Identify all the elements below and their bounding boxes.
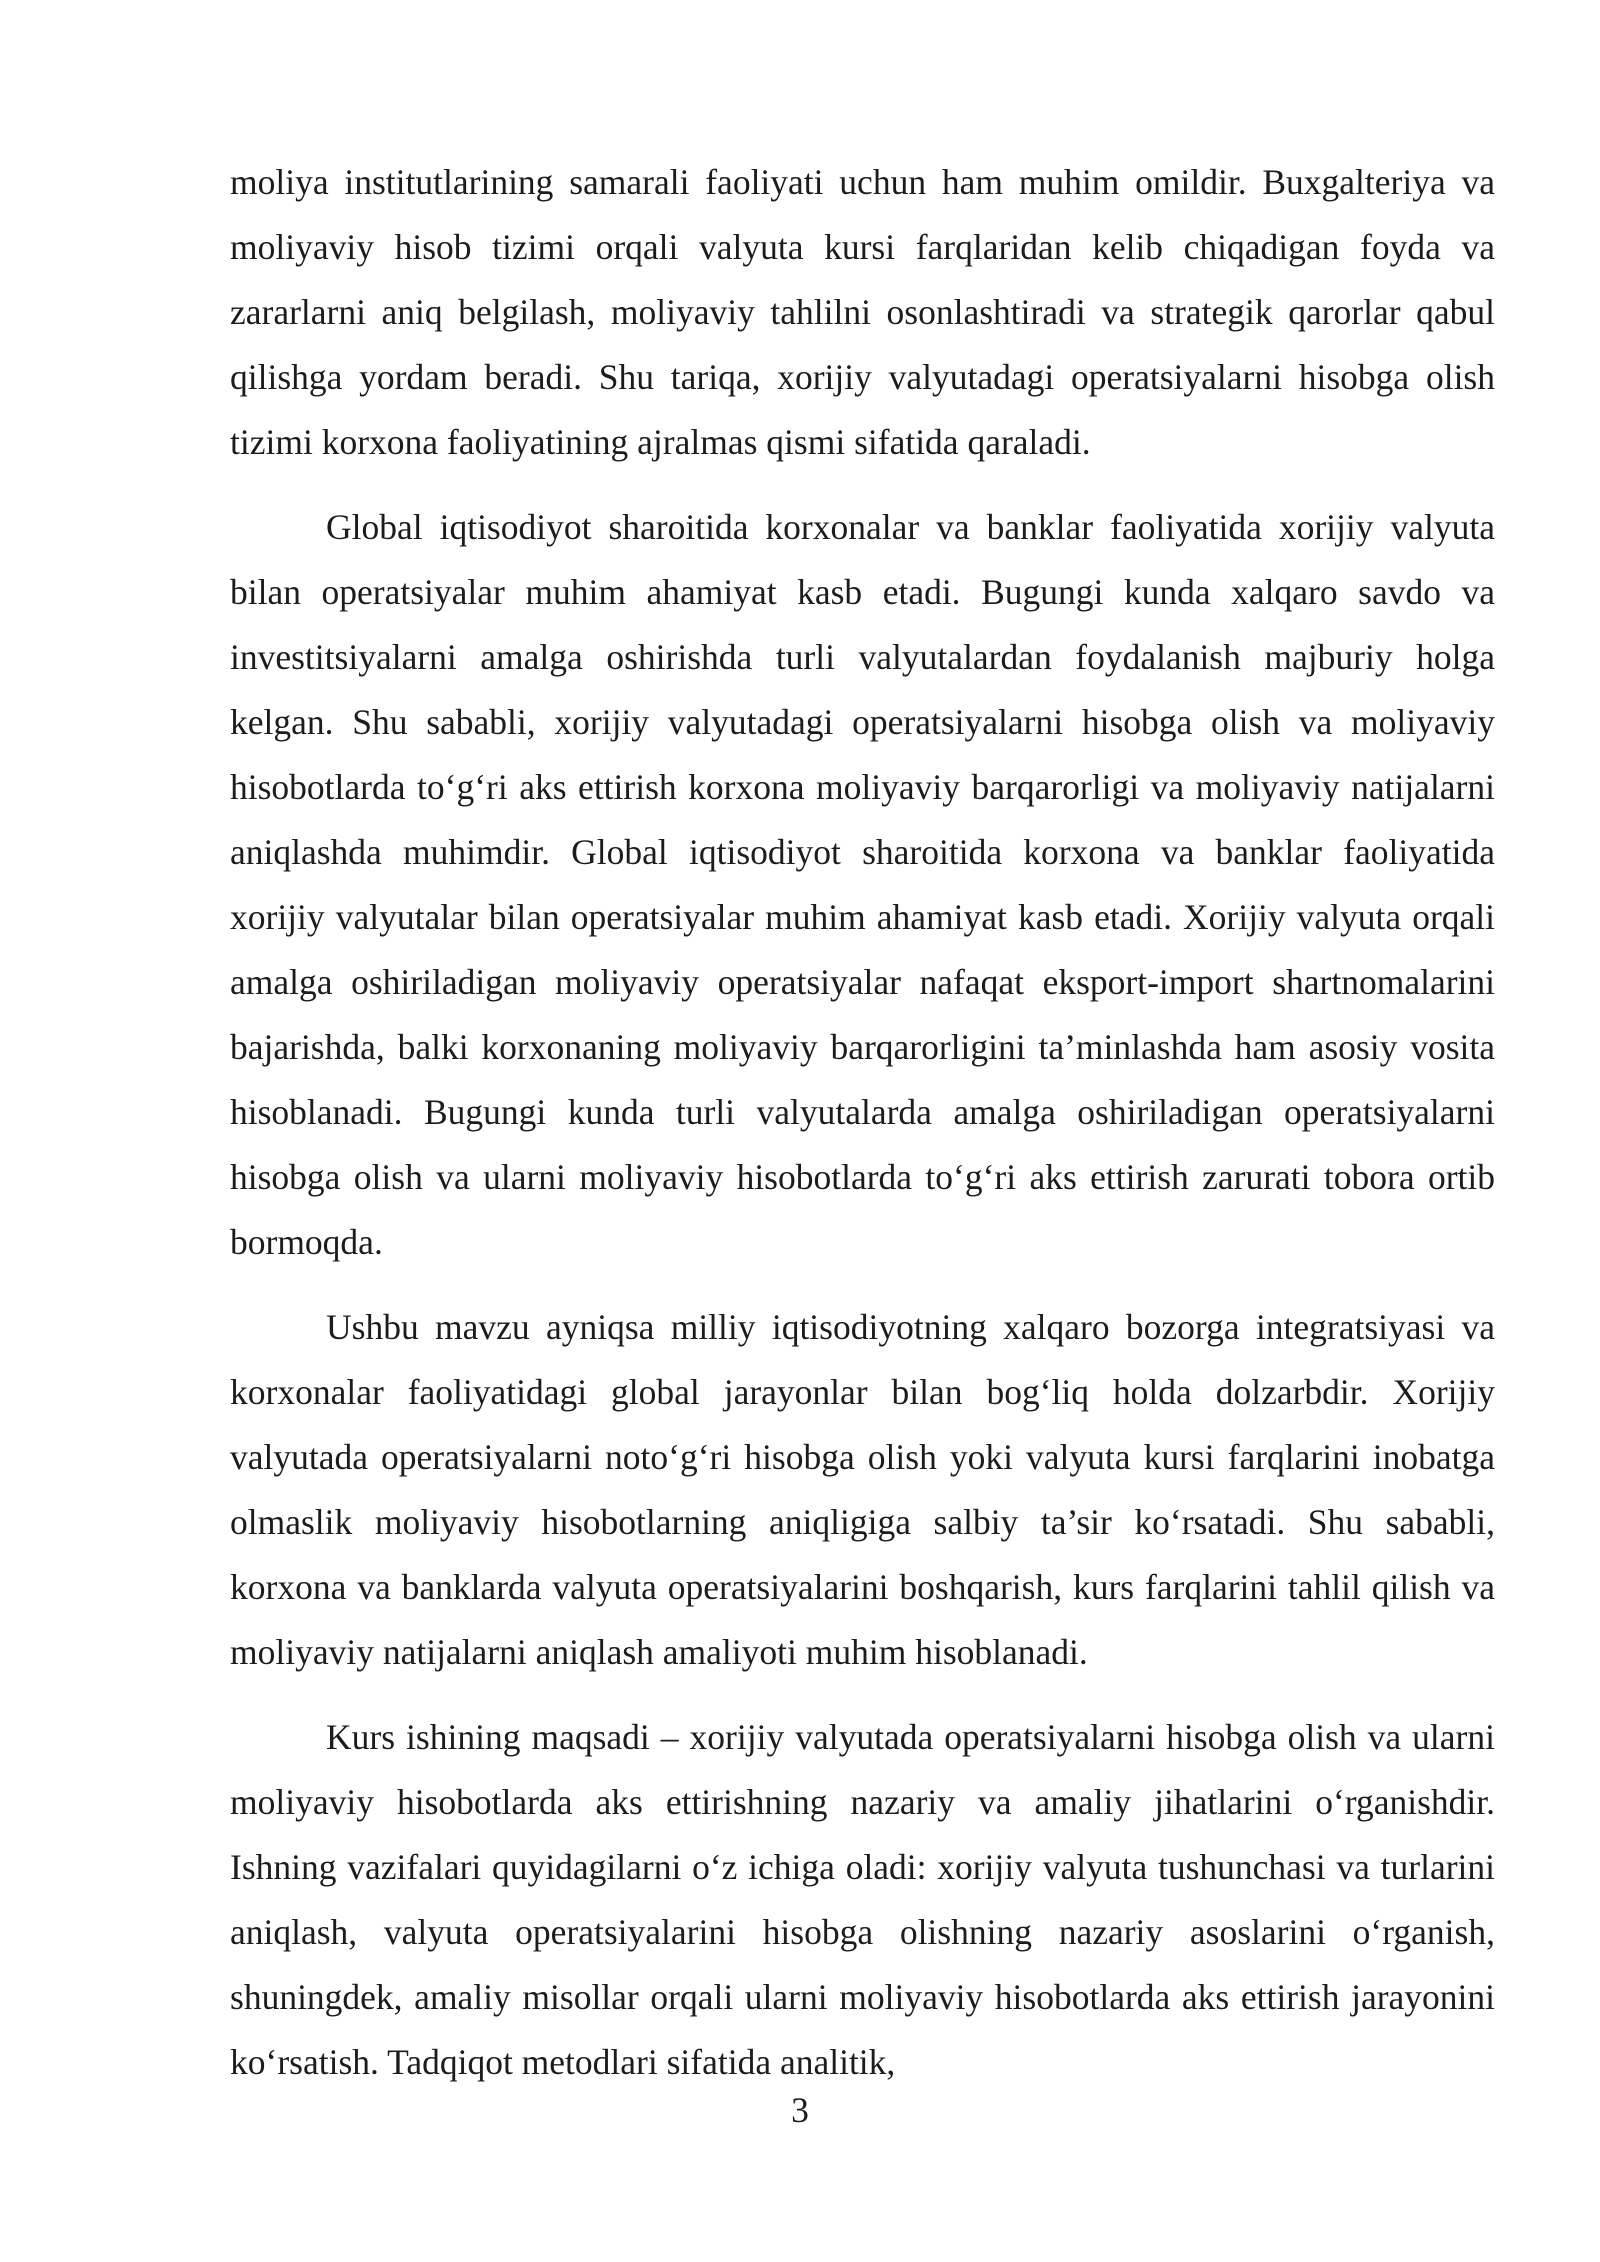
paragraph-4: Kurs ishining maqsadi – xorijiy valyutada operatsiyalarni hisobga olish va ularni moliyaviy hisobotlarda aks ettirishning nazariy va amaliy jihatlarini o‘rganishdir. Ishning vazifalari quyidagilarni o‘z ichiga oladi: xorijiy valyuta tushunchasi va turlarini aniqlash, valyuta operatsiyalarini hisobga olishning nazariy asoslarini o‘rganish, shuningdek, amaliy misollar orqali ularni moliyaviy hisobotlarda aks ettirish jarayonini ko‘rsatish. Tadqiqot metodlari sifatida analitik, bbox=[230, 1717, 1495, 2082]
document-body bbox=[230, 150, 1495, 2095]
paragraph-2: Global iqtisodiyot sharoitida korxonalar va banklar faoliyatida xorijiy valyuta bilan operatsiyalar muhim ahamiyat kasb etadi. Bugungi kunda xalqaro savdo va investitsiyalarni amalga oshirishda turli valyutalardan foydalanish majburiy holga kelgan. Shu sababli, xorijiy valyutadagi operatsiyalarni hisobga olish va moliyaviy hisobotlarda to‘g‘ri aks ettirish korxona moliyaviy barqarorligi va moliyaviy natijalarni aniqlashda muhimdir. Global iqtisodiyot sharoitida korxona va banklar faoliyatida xorijiy valyutalar bilan operatsiyalar muhim ahamiyat kasb etadi. Xorijiy valyuta orqali amalga oshiriladigan moliyaviy operatsiyalar nafaqat eksport-import shartnomalarini bajarishda, balki korxonaning moliyaviy barqarorligini ta’minlashda ham asosiy vosita hisoblanadi. Bugungi kunda turli valyutalarda amalga oshiriladigan operatsiyalarni hisobga olish va ularni moliyaviy hisobotlarda to‘g‘ri aks ettirish zarurati tobora ortib bormoqda. bbox=[230, 507, 1495, 1262]
paragraph-1: moliya institutlarining samarali faoliyati uchun ham muhim omildir. Buxgalteriya va moliyaviy hisob tizimi orqali valyuta kursi farqlaridan kelib chiqadigan foyda va zararlarni aniq belgilash, moliyaviy tahlilni osonlashtiradi va strategik qarorlar qabul qilishga yordam beradi. Shu tariqa, xorijiy valyutadagi operatsiyalarni hisobga olish tizimi korxona faoliyatining ajralmas qismi sifatida qaraladi. bbox=[230, 162, 1495, 462]
page-number: 3 bbox=[791, 2090, 809, 2130]
paragraph-3: Ushbu mavzu ayniqsa milliy iqtisodiyotning xalqaro bozorga integratsiyasi va korxonalar faoliyatidagi global jarayonlar bilan bog‘liq holda dolzarbdir. Xorijiy valyutada operatsiyalarni noto‘g‘ri hisobga olish yoki valyuta kursi farqlarini inobatga olmaslik moliyaviy hisobotlarning aniqligiga salbiy ta’sir ko‘rsatadi. Shu sababli, korxona va banklarda valyuta operatsiyalarini boshqarish, kurs farqlarini tahlil qilish va moliyaviy natijalarni aniqlash amaliyoti muhim hisoblanadi. bbox=[230, 1307, 1495, 1672]
